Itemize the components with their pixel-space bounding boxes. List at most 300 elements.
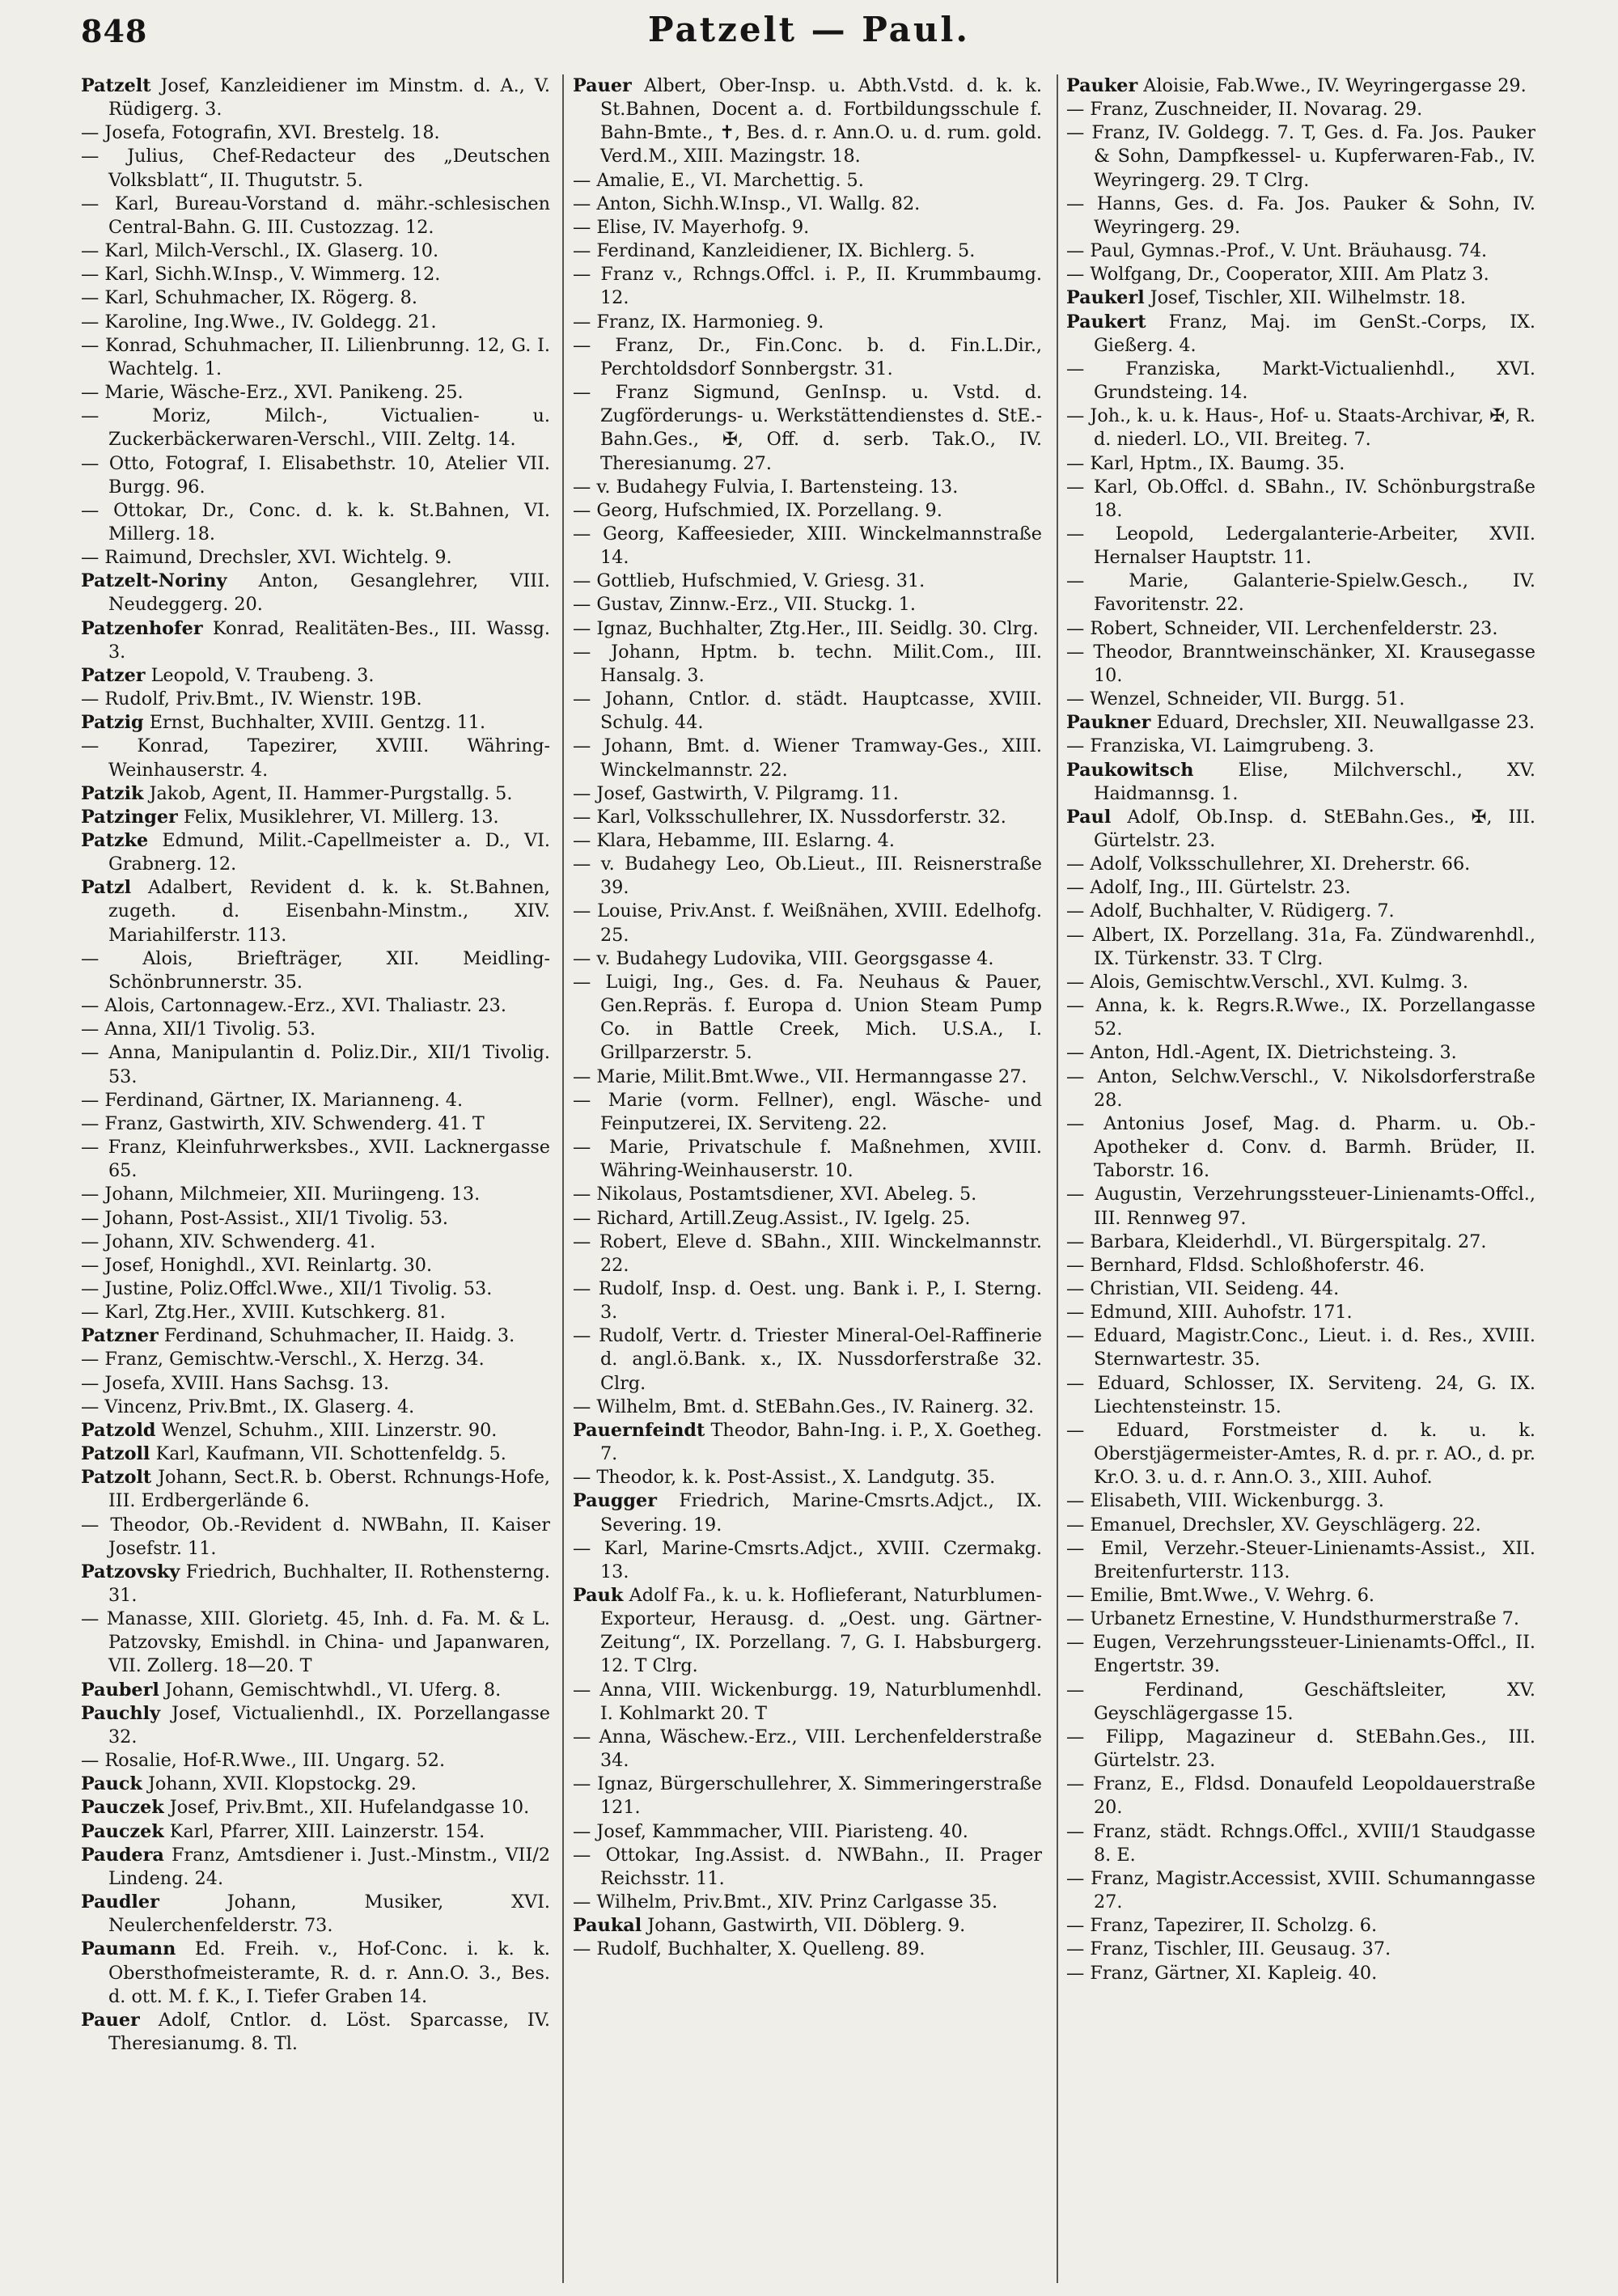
entry-surname: Pauczek (81, 1820, 164, 1842)
entry-text: — Leopold, Ledergalanterie-Arbeiter, XVII. Hernalser Hauptstr. 11. (1066, 523, 1535, 569)
entry-surname: Paul (1066, 806, 1112, 828)
entry-text: — Karl, Schuhmacher, IX. Rögerg. 8. (81, 287, 417, 309)
directory-entry (573, 1419, 1042, 1466)
directory-entry (81, 1041, 550, 1088)
directory-entry (1066, 1537, 1535, 1584)
entry-text: — Robert, Eleve d. SBahn., XIII. Winckelmannstr. 22. (573, 1231, 1042, 1276)
entry-surname: Paumann (81, 1938, 176, 1960)
directory-entry (81, 1136, 550, 1183)
entry-text: — Robert, Schneider, VII. Lerchenfelderstr. 23. (1066, 617, 1498, 639)
entry-text: — Karl, Marine-Cmsrts.Adjct., XVIII. Czermakg. 13. (573, 1537, 1042, 1582)
entry-surname: Patzke (81, 830, 149, 851)
entry-text: — Johann, XIV. Schwenderg. 41. (81, 1231, 376, 1252)
entry-surname: Patzner (81, 1325, 159, 1347)
entry-text: — Marie, Galanterie-Spielw.Gesch., IV. Favoritenstr. 22. (1066, 570, 1535, 616)
entry-text: — Antonius Josef, Mag. d. Pharm. u. Ob.-Apotheker d. Conv. d. Barmh. Brüder, II. Taborstr. 16. (1066, 1112, 1535, 1182)
directory-entry (1066, 311, 1535, 358)
entry-text: — Ferdinand, Geschäftsleiter, XV. Geyschlägergasse 15. (1066, 1679, 1535, 1724)
directory-entry (573, 782, 1042, 806)
directory-entry (573, 1726, 1042, 1773)
directory-entry (81, 452, 550, 499)
entry-surname: Paudera (81, 1844, 164, 1866)
entry-text: — Franz, Gastwirth, XIV. Schwenderg. 41. T (81, 1112, 485, 1134)
directory-entry (81, 947, 550, 994)
entry-text: — Johann, Bmt. d. Wiener Tramway-Ges., XIII. Winckelmannstr. 22. (573, 735, 1042, 781)
entry-text: — Wolfgang, Dr., Cooperator, XIII. Am Platz 3. (1066, 264, 1489, 286)
entry-text: — Konrad, Schuhmacher, II. Lilienbrunng. 12, G. I. Wachtelg. 1. (81, 334, 550, 379)
entry-text: — Franziska, Markt-Victualienhdl., XVI. Grundsteing. 14. (1066, 358, 1535, 404)
entry-text: — Urbanetz Ernestine, V. Hundsthurmerstraße 7. (1066, 1608, 1519, 1630)
directory-entry (81, 193, 550, 239)
directory-entry (573, 1231, 1042, 1277)
entry-text: — Franz, IV. Goldegg. 7. T, Ges. d. Fa. Jos. Pauker & Sohn, Dampfkessel- u. Kupferwaren-Fab., IV. Weyringerg. 29. T Clrg. (1066, 122, 1535, 191)
directory-entry (1066, 1726, 1535, 1773)
entry-text: — Alois, Gemischtw.Verschl., XVI. Kulmg. 3. (1066, 971, 1468, 993)
entry-surname: Pauck (81, 1773, 142, 1795)
entry-surname: Paukal (573, 1915, 642, 1937)
entry-text: Theodor, Bahn-Ing. i. P., X. Goetheg. 7. (600, 1419, 1042, 1465)
directory-entry (1066, 876, 1535, 900)
directory-entry (81, 1891, 550, 1938)
directory-entry (81, 664, 550, 688)
entry-text: — Rudolf, Insp. d. Oest. ung. Bank i. P., I. Sterng. 3. (573, 1277, 1042, 1324)
entry-text: — Luigi, Ing., Ges. d. Fa. Neuhaus & Pauer, Gen.Repräs. f. Europa d. Union Steam Pump Co. in Battle Creek, Mich. U.S.A., I. Grillparzerstr. 5. (573, 971, 1042, 1064)
entry-text: — Marie, Milit.Bmt.Wwe., VII. Hermanngasse 27. (573, 1065, 1027, 1087)
directory-entry (1066, 1514, 1535, 1537)
directory-entry (573, 641, 1042, 688)
entry-surname: Patzovsky (81, 1561, 180, 1582)
directory-entry (1066, 1489, 1535, 1513)
directory-entry (81, 1112, 550, 1136)
entry-text: — Karl, Ztg.Her., XVIII. Kutschkerg. 81. (81, 1302, 446, 1324)
directory-entry (81, 782, 550, 806)
directory-entry (1066, 193, 1535, 239)
directory-entry (573, 1324, 1042, 1395)
entry-surname: Patzig (81, 712, 144, 734)
entry-text: — Eduard, Magistr.Conc., Lieut. i. d. Res., XVIII. Sternwartestr. 35. (1066, 1325, 1535, 1370)
entry-text: — Josefa, XVIII. Hans Sachsg. 13. (81, 1372, 390, 1394)
directory-entry (573, 1537, 1042, 1584)
directory-entry (1066, 1962, 1535, 1985)
entry-surname: Patzinger (81, 806, 178, 828)
entry-text: — Theodor, Ob.-Revident d. NWBahn, II. Kaiser Josefstr. 11. (81, 1514, 550, 1559)
directory-entry (1066, 971, 1535, 994)
entry-text: Adalbert, Revident d. k. k. St.Bahnen, zugeth. d. Eisenbahn-Minstm., XIV. Mariahilferstr. 113. (108, 877, 550, 946)
entry-surname: Pauker (1066, 75, 1138, 96)
entry-text: Karl, Pfarrer, XIII. Lainzerstr. 154. (163, 1820, 485, 1842)
entry-text: Josef, Kanzleidiener im Minstm. d. A., V. Rüdigerg. 3. (108, 75, 550, 121)
entry-text: — Franz, Magistr.Accessist, XVIII. Schumanngasse 27. (1066, 1867, 1535, 1913)
directory-entry (1066, 1065, 1535, 1112)
directory-entry (81, 74, 550, 121)
entry-text: Josef, Priv.Bmt., XII. Hufelandgasse 10. (163, 1797, 530, 1819)
directory-entry (1066, 1112, 1535, 1183)
entry-text: — Adolf, Buchhalter, V. Rüdigerg. 7. (1066, 900, 1395, 922)
directory-entry (1066, 239, 1535, 263)
directory-entry (573, 617, 1042, 641)
directory-entry (81, 1702, 550, 1749)
entry-text: — Franz, Tapezirer, II. Scholzg. 6. (1066, 1915, 1378, 1937)
page-number: 848 (81, 13, 148, 49)
entry-text: Edmund, Milit.-Capellmeister a. D., VI. Grabnerg. 12. (108, 830, 550, 875)
directory-entry (1066, 1820, 1535, 1867)
entry-text: — Rosalie, Hof-R.Wwe., III. Ungarg. 52. (81, 1750, 446, 1772)
entry-text: Albert, Ober-Insp. u. Abth.Vstd. d. k. k. St.Bahnen, Docent a. d. Fortbildungsschule f. Bahn-Bmte., ✝, Bes. d. r. Ann.O. u. d. rum. gold. Verd.M., XIII. Mazingstr. 18. (600, 75, 1042, 167)
directory-entry (1066, 74, 1535, 98)
entry-text: — Franz, E., Fldsd. Donaufeld Leopoldauerstraße 20. (1066, 1773, 1535, 1819)
directory-entry (81, 263, 550, 286)
directory-column-3 (1066, 74, 1535, 2291)
directory-entry (81, 994, 550, 1018)
entry-text: Anton, Gesanglehrer, VIII. Neudeggerg. 20. (108, 570, 550, 616)
directory-entry (1066, 688, 1535, 711)
directory-entry (81, 1207, 550, 1231)
directory-entry (81, 1372, 550, 1396)
directory-entry (81, 1561, 550, 1608)
directory-entry (573, 1891, 1042, 1914)
entry-text: — Marie (vorm. Fellner), engl. Wäsche- und Feinputzerei, IX. Serviteng. 22. (573, 1089, 1042, 1134)
entry-text: — Franz, Dr., Fin.Conc. b. d. Fin.L.Dir., Perchtoldsdorf Sonnbergstr. 31. (573, 334, 1042, 379)
entry-surname: Patzik (81, 782, 144, 804)
entry-text: — Richard, Artill.Zeug.Assist., IV. Igelg. 25. (573, 1207, 971, 1229)
directory-entry (573, 593, 1042, 616)
entry-text: Eduard, Drechsler, XII. Neuwallgasse 23. (1150, 712, 1535, 734)
entry-text: — Rudolf, Vertr. d. Triester Mineral-Oel-Raffinerie d. angl.ö.Bank. x., IX. Nussdorferstraße 32. Clrg. (573, 1325, 1042, 1394)
directory-entry (573, 239, 1042, 263)
directory-entry (1066, 617, 1535, 641)
entry-text: Wenzel, Schuhm., XIII. Linzerstr. 90. (155, 1419, 498, 1441)
directory-entry (1066, 994, 1535, 1041)
directory-entry (1066, 286, 1535, 310)
entry-text: Leopold, V. Traubeng. 3. (145, 664, 375, 686)
entry-text: — Elise, IV. Mayerhofg. 9. (573, 216, 810, 238)
entry-text: — Anna, VIII. Wickenburgg. 19, Naturblumenhdl. I. Kohlmarkt 20. T (573, 1679, 1042, 1724)
directory-entry (1066, 1914, 1535, 1938)
entry-text: — Filipp, Magazineur d. StEBahn.Ges., III. Gürtelstr. 23. (1066, 1726, 1535, 1772)
entry-text: — Josef, Honighdl., XVI. Reinlartg. 30. (81, 1254, 433, 1276)
directory-entry (81, 311, 550, 334)
entry-text: — Johann, Cntlor. d. städt. Hauptcasse, XVIII. Schulg. 44. (573, 688, 1042, 734)
entry-text: — Nikolaus, Postamtsdiener, XVI. Abeleg. 5. (573, 1184, 977, 1205)
directory-entry (81, 1301, 550, 1324)
directory-entry (1066, 1631, 1535, 1678)
entry-text: — Wilhelm, Priv.Bmt., XIV. Prinz Carlgasse 35. (573, 1891, 998, 1913)
entry-text: — Augustin, Verzehrungssteuer-Linienamts-Offcl., III. Rennweg 97. (1066, 1184, 1535, 1229)
entry-surname: Patzoll (81, 1443, 150, 1465)
directory-entry (81, 1324, 550, 1348)
entry-text: — Marie, Wäsche-Erz., XVI. Panikeng. 25. (81, 382, 464, 404)
entry-text: Johann, Sect.R. b. Oberst. Rchnungs-Hofe, III. Erdbergerlände 6. (108, 1467, 550, 1512)
entry-surname: Paudler (81, 1891, 159, 1913)
entry-text: — Alois, Briefträger, XII. Meidling-Schönbrunnerstr. 35. (81, 947, 550, 993)
entry-text: — Alois, Cartonnagew.-Erz., XVI. Thaliastr. 23. (81, 995, 506, 1017)
directory-entry (81, 1183, 550, 1206)
directory-entry (573, 1584, 1042, 1679)
entry-text: — Wilhelm, Bmt. d. StEBahn.Ges., IV. Rainerg. 32. (573, 1396, 1035, 1417)
directory-entry (573, 1065, 1042, 1089)
entry-text: Johann, Musiker, XVI. Neulerchenfelderstr. 73. (108, 1891, 550, 1937)
entry-text: — v. Budahegy Fulvia, I. Bartensteing. 13. (573, 476, 959, 498)
directory-entry (573, 971, 1042, 1065)
directory-entry (573, 1277, 1042, 1324)
directory-entry (573, 1489, 1042, 1536)
entry-text: — Josef, Gastwirth, V. Pilgramg. 11. (573, 782, 899, 804)
directory-entry (1066, 759, 1535, 806)
directory-entry (1066, 476, 1535, 523)
entry-text: — Karl, Sichh.W.Insp., V. Wimmerg. 12. (81, 264, 441, 286)
directory-entry (1066, 806, 1535, 853)
entry-text: Franz, Maj. im GenSt.-Corps, IX. Gießerg. 4. (1094, 311, 1535, 356)
directory-entry (81, 1254, 550, 1277)
entry-text: Johann, Gemischtwhdl., VI. Uferg. 8. (159, 1679, 502, 1701)
directory-column-1 (81, 74, 550, 2291)
directory-entry (1066, 924, 1535, 971)
entry-text: — Karl, Bureau-Vorstand d. mähr.-schlesischen Central-Bahn. G. III. Custozzag. 12. (81, 193, 550, 238)
directory-entry (1066, 711, 1535, 735)
entry-surname: Pauer (81, 2009, 140, 2031)
entry-text: — Franz, Zuschneider, II. Novarag. 29. (1066, 99, 1423, 121)
entry-text: — Johann, Milchmeier, XII. Muriingeng. 13. (81, 1184, 481, 1205)
directory-entry (573, 735, 1042, 782)
entry-text: — Amalie, E., VI. Marchettig. 5. (573, 169, 864, 191)
directory-entry (573, 1773, 1042, 1819)
entry-text: — Rudolf, Buchhalter, X. Quelleng. 89. (573, 1938, 925, 1960)
entry-text: Ed. Freih. v., Hof-Conc. i. k. k. Obersthofmeisteramte, R. d. r. Ann.O. 3., Bes. d. ott. M. f. K., I. Tiefer Graben 14. (108, 1938, 550, 2007)
directory-entry (81, 499, 550, 546)
entry-text: Johann, Gastwirth, VII. Döblerg. 9. (642, 1915, 966, 1937)
directory-entry (81, 2009, 550, 2056)
directory-entry (81, 1277, 550, 1301)
directory-entry (573, 1089, 1042, 1136)
directory-entry (1066, 1277, 1535, 1301)
entry-text: — Anton, Selchw.Verschl., V. Nikolsdorferstraße 28. (1066, 1065, 1535, 1111)
directory-entry (1066, 1867, 1535, 1914)
entry-text: Friedrich, Buchhalter, II. Rothensterng. 31. (108, 1561, 550, 1606)
directory-entry (1066, 1372, 1535, 1419)
entry-surname: Patzl (81, 877, 132, 899)
entry-text: Aloisie, Fab.Wwe., IV. Weyringergasse 29. (1137, 75, 1527, 96)
entry-text: — Karoline, Ing.Wwe., IV. Goldegg. 21. (81, 311, 437, 333)
entry-text: — Elisabeth, VIII. Wickenburgg. 3. (1066, 1490, 1384, 1512)
entry-text: Josef, Victualienhdl., IX. Porzellangasse 32. (108, 1702, 550, 1747)
directory-entry (573, 499, 1042, 523)
entry-text: — Ottokar, Dr., Conc. d. k. k. St.Bahnen, VI. Millerg. 18. (81, 499, 550, 544)
directory-entry (81, 286, 550, 310)
directory-entry (573, 1679, 1042, 1726)
directory-entry (573, 1396, 1042, 1419)
directory-entry (573, 1466, 1042, 1489)
entry-surname: Paukner (1066, 712, 1151, 734)
entry-text: Franz, Amtsdiener i. Just.-Minstm., VII/2 Lindeng. 24. (108, 1844, 550, 1889)
entry-text: — Bernhard, Fldsd. Schloßhoferstr. 46. (1066, 1254, 1425, 1276)
entry-surname: Pauczek (81, 1797, 164, 1819)
directory-entry (81, 829, 550, 876)
directory-entry (1066, 853, 1535, 876)
entry-text: — Johann, Post-Assist., XII/1 Tivolig. 53. (81, 1207, 449, 1229)
directory-entry (573, 688, 1042, 735)
entry-text: — Manasse, XIII. Glorietg. 45, Inh. d. Fa. M. & L. Patzovsky, Emishdl. in China- und Japanwaren, VII. Zollerg. 18—20. T (81, 1608, 550, 1677)
entry-text: — Emilie, Bmt.Wwe., V. Wehrg. 6. (1066, 1585, 1375, 1606)
directory-entry (81, 121, 550, 145)
directory-entry (1066, 1231, 1535, 1254)
directory-entry (573, 216, 1042, 239)
directory-entry (81, 546, 550, 570)
directory-entry (81, 688, 550, 711)
directory-entry (81, 1820, 550, 1844)
directory-entry (1066, 1183, 1535, 1230)
directory-entry (81, 1442, 550, 1466)
entry-text: — Barbara, Kleiderhdl., VI. Bürgerspitalg. 27. (1066, 1231, 1487, 1252)
directory-entry (81, 1844, 550, 1891)
entry-text: — Franz, Kleinfuhrwerksbes., XVII. Lacknergasse 65. (81, 1137, 550, 1182)
entry-text: — Josef, Kammmacher, VIII. Piaristeng. 40. (573, 1820, 968, 1842)
entry-surname: Pauchly (81, 1702, 161, 1724)
directory-entry (573, 523, 1042, 570)
directory-entry (81, 334, 550, 381)
directory-entry (81, 1348, 550, 1371)
directory-entry (573, 311, 1042, 334)
directory-entry (573, 74, 1042, 169)
entry-text: — Theodor, k. k. Post-Assist., X. Landgutg. 35. (573, 1467, 996, 1489)
entry-text: — Karl, Milch-Verschl., IX. Glaserg. 10. (81, 240, 439, 262)
directory-entry (1066, 1041, 1535, 1065)
directory-entry (1066, 358, 1535, 405)
entry-text: — Karl, Volksschullehrer, IX. Nussdorferstr. 32. (573, 806, 1006, 828)
entry-text: — Franziska, VI. Laimgrubeng. 3. (1066, 735, 1374, 757)
entry-surname: Pauk (573, 1585, 624, 1606)
entry-text: — Otto, Fotograf, I. Elisabethstr. 10, Atelier VII. Burgg. 96. (81, 452, 550, 498)
entry-text: — Ignaz, Buchhalter, Ztg.Her., III. Seidlg. 30. Clrg. (573, 617, 1039, 639)
entry-text: — Ferdinand, Gärtner, IX. Marianneng. 4. (81, 1089, 464, 1111)
directory-entry (1066, 1608, 1535, 1631)
directory-entry (81, 1089, 550, 1112)
entry-surname: Pauberl (81, 1679, 159, 1701)
entry-text: — Franz, Gemischtw.-Verschl., X. Herzg. 34. (81, 1349, 485, 1370)
entry-text: — Justine, Poliz.Offcl.Wwe., XII/1 Tivolig. 53. (81, 1277, 493, 1299)
entry-text: Ferdinand, Schuhmacher, II. Haidg. 3. (158, 1325, 515, 1347)
entry-surname: Paukowitsch (1066, 759, 1194, 781)
directory-entry (573, 193, 1042, 216)
entry-text: — Marie, Privatschule f. Maßnehmen, XVIII. Währing-Weinhauserstr. 10. (573, 1137, 1042, 1182)
entry-text: — Franz, städt. Rchngs.Offcl., XVIII/1 Staudgasse 8. E. (1066, 1820, 1535, 1866)
column-divider (562, 74, 564, 2283)
entry-text: — Georg, Hufschmied, IX. Porzellang. 9. (573, 499, 942, 521)
entry-text: Karl, Kaufmann, VII. Schottenfeldg. 5. (150, 1443, 506, 1465)
directory-entry (1066, 1419, 1535, 1489)
entry-text: — Edmund, XIII. Auhofstr. 171. (1066, 1302, 1353, 1324)
entry-text: — Gottlieb, Hufschmied, V. Griesg. 31. (573, 570, 925, 592)
directory-entry (1066, 1324, 1535, 1371)
entry-text: — Ottokar, Ing.Assist. d. NWBahn., II. Prager Reichsstr. 11. (573, 1844, 1042, 1889)
directory-entry (573, 1136, 1042, 1183)
directory-entry (573, 169, 1042, 193)
directory-entry (81, 806, 550, 829)
entry-text: Elise, Milchverschl., XV. Haidmannsg. 1. (1094, 759, 1535, 804)
entry-text: — Wenzel, Schneider, VII. Burgg. 51. (1066, 688, 1405, 710)
directory-entry (573, 1844, 1042, 1891)
entry-surname: Patzelt (81, 75, 151, 96)
entry-text: — Ferdinand, Kanzleidiener, IX. Bichlerg. 5. (573, 240, 976, 262)
entry-text: — Anton, Hdl.-Agent, IX. Dietrichsteing. 3. (1066, 1042, 1457, 1064)
entry-text: — Rudolf, Priv.Bmt., IV. Wienstr. 19B. (81, 688, 422, 710)
entry-text: — Theodor, Branntweinschänker, XI. Krausegasse 10. (1066, 641, 1535, 686)
entry-text: Jakob, Agent, II. Hammer-Purgstallg. 5. (143, 782, 513, 804)
entry-surname: Patzer (81, 664, 146, 686)
entry-text: — Konrad, Tapezirer, XVIII. Währing-Weinhauserstr. 4. (81, 735, 550, 781)
entry-text: — Anna, Manipulantin d. Poliz.Dir., XII/1 Tivolig. 53. (81, 1042, 550, 1087)
directory-entry (1066, 735, 1535, 758)
entry-text: — Christian, VII. Seideng. 44. (1066, 1277, 1340, 1299)
directory-entry (81, 1679, 550, 1702)
entry-text: Konrad, Realitäten-Bes., III. Wassg. 3. (108, 617, 550, 663)
entry-surname: Paukert (1066, 311, 1146, 333)
entry-text: — Emil, Verzehr.-Steuer-Linienamts-Assist., XII. Breitenfurterstr. 113. (1066, 1537, 1535, 1582)
directory-entry (81, 145, 550, 192)
directory-entry (1066, 98, 1535, 121)
entry-text: — Louise, Priv.Anst. f. Weißnähen, XVIII. Edelhofg. 25. (573, 900, 1042, 946)
entry-text: — Eduard, Forstmeister d. k. u. k. Oberstjägermeister-Amtes, R. d. pr. r. AO., d. pr. Kr.O. 3. u. d. r. Ann.O. 3., XIII. Auhof. (1066, 1419, 1535, 1489)
directory-entry (81, 1938, 550, 2008)
directory-entry (81, 1396, 550, 1419)
entry-text: — Franz, Gärtner, XI. Kapleig. 40. (1066, 1962, 1378, 1984)
directory-entry (573, 381, 1042, 476)
entry-text: Adolf, Cntlor. d. Löst. Sparcasse, IV. Theresianumg. 8. Tl. (108, 2009, 550, 2054)
directory-entry (81, 239, 550, 263)
directory-entry (81, 1796, 550, 1819)
entry-text: — Karl, Ob.Offcl. d. SBahn., IV. Schönburgstraße 18. (1066, 476, 1535, 521)
entry-text: — Georg, Kaffeesieder, XIII. Winckelmannstraße 14. (573, 523, 1042, 569)
directory-entry (1066, 1254, 1535, 1277)
entry-text: — Adolf, Ing., III. Gürtelstr. 23. (1066, 877, 1351, 899)
directory-entry (81, 711, 550, 735)
directory-entry (1066, 1938, 1535, 1961)
directory-entry (573, 1207, 1042, 1231)
directory-entry (81, 570, 550, 616)
entry-text: — v. Budahegy Leo, Ob.Lieut., III. Reisnerstraße 39. (573, 854, 1042, 899)
directory-entry (1066, 1301, 1535, 1324)
entry-text: — Eduard, Schlosser, IX. Serviteng. 24, G. IX. Liechtensteinstr. 15. (1066, 1372, 1535, 1417)
directory-entry (573, 853, 1042, 900)
directory-entry (573, 947, 1042, 971)
entry-text: — Anton, Sichh.W.Insp., VI. Wallg. 82. (573, 193, 921, 214)
entry-surname: Paugger (573, 1490, 657, 1512)
entry-text: — Albert, IX. Porzellang. 31a, Fa. Zündwarenhdl., IX. Türkenstr. 33. T Clrg. (1066, 924, 1535, 969)
directory-entry (1066, 452, 1535, 476)
entry-text: — Karl, Hptm., IX. Baumg. 35. (1066, 452, 1345, 474)
entry-surname: Patzenhofer (81, 617, 203, 639)
entry-text: — Franz, IX. Harmonieg. 9. (573, 311, 824, 333)
entry-text: — Anna, k. k. Regrs.R.Wwe., IX. Porzellangasse 52. (1066, 995, 1535, 1040)
page-title: Patzelt — Paul. (647, 10, 971, 49)
entry-text: — Anna, XII/1 Tivolig. 53. (81, 1019, 316, 1040)
entry-text: — Moriz, Milch-, Victualien- u. Zuckerbäckerwaren-Verschl., VIII. Zeltg. 14. (81, 405, 550, 451)
directory-entry (573, 829, 1042, 853)
directory-entry (1066, 641, 1535, 688)
directory-entry (1066, 1679, 1535, 1726)
directory-entry (81, 1773, 550, 1796)
entry-text: Adolf, Ob.Insp. d. StEBahn.Ges., ✠, III. Gürtelstr. 23. (1094, 806, 1535, 851)
entry-text: — Franz v., Rchngs.Offcl. i. P., II. Krummbaumg. 12. (573, 264, 1042, 309)
entry-text: — Eugen, Verzehrungssteuer-Linienamts-Offcl., II. Engertstr. 39. (1066, 1632, 1535, 1677)
directory-entry (1066, 121, 1535, 192)
directory-column-2 (573, 74, 1042, 2291)
directory-entry (1066, 570, 1535, 616)
directory-entry (573, 1183, 1042, 1206)
directory-entry (1066, 900, 1535, 923)
directory-entry (81, 1018, 550, 1041)
entry-text: — Johann, Hptm. b. techn. Milit.Com., III. Hansalg. 3. (573, 641, 1042, 686)
entry-text: — Anna, Wäschew.-Erz., VIII. Lerchenfelderstraße 34. (573, 1726, 1042, 1772)
